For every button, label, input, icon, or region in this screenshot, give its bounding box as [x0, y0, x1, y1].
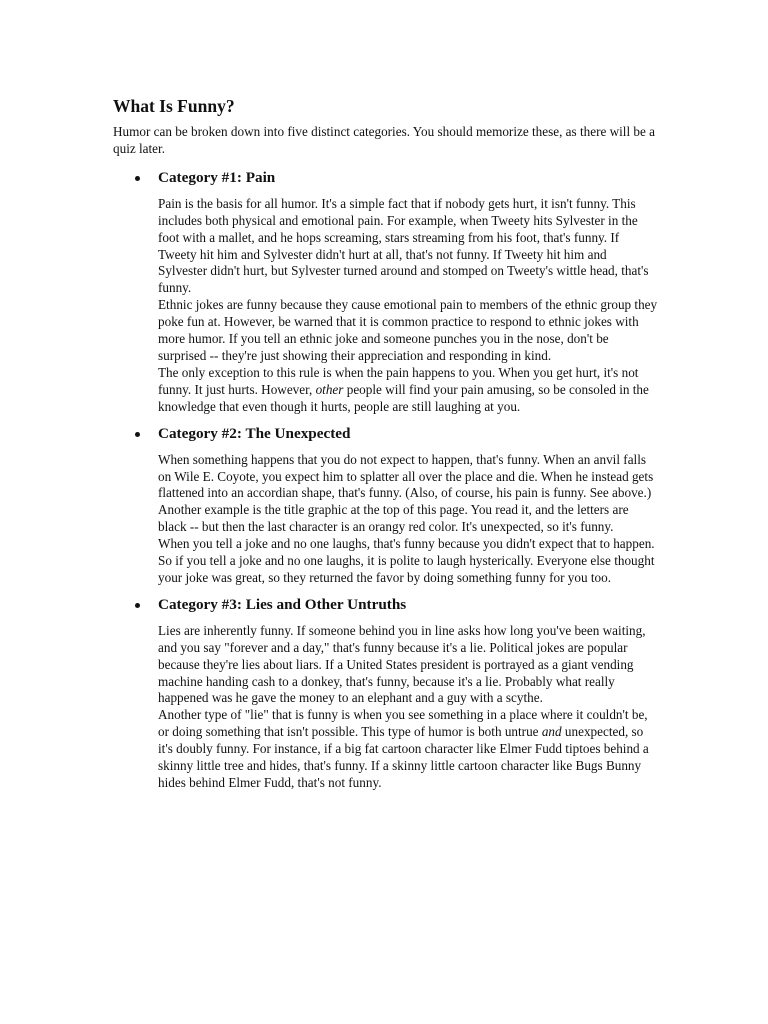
category-heading: Category #3: Lies and Other Untruths	[158, 595, 407, 613]
category-heading: Category #1: Pain	[158, 168, 276, 186]
paragraph-text: The only exception to this rule is when the pain happens to you. When you get hurt, it's not funny. It just hurts. However,	[158, 364, 639, 397]
page-title: What Is Funny?	[113, 96, 235, 116]
category-paragraph: Lies are inherently funny. If someone behind you in line asks how long you've been waiting, and you say "forever and a day," that's funny because it's a lie. Political jokes are popular because they're lies about liars. If a United States president is portrayed as a giant vending machine handing cash to a donkey, that's funny, because it's a lie. Probably what really happened was he gave the money to an elephant and a guy with a scythe.	[158, 622, 646, 706]
category-paragraph: Ethnic jokes are funny because they cause emotional pain to members of the ethnic group they poke fun at. However, be warned that it is common practice to respond to ethnic jokes with more humor. If you tell an ethnic joke and someone punches you in the nose, don't be surprised -- they're just showing their appreciation and responding in kind.	[158, 297, 658, 363]
paragraph-text: people will find your pain amusing, so be consoled in the knowledge that even though it hurts, people are still laughing at you.	[158, 381, 649, 414]
emphasized-text: other	[315, 381, 344, 397]
category-list	[113, 168, 658, 792]
category-paragraph: Pain is the basis for all humor. It's a simple fact that if nobody gets hurt, it isn't funny. This includes both physical and emotional pain. For example, when Tweety hits Sylvester in the foot with a mallet, and he hops screaming, stars streaming from his foot, that's funny. If Tweety hit him and Sylvester didn't hurt at all, that's not funny. If Tweety hit him and Sylvester didn't hurt, but Sylvester turned around and stomped on Tweety's wittle head, that's funny.	[158, 195, 649, 296]
paragraph-text: Another type of "lie" that is funny is when you see something in a place where it couldn't be, or doing something that isn't possible. This type of humor is both untrue	[158, 707, 648, 740]
category-item-lies	[113, 595, 658, 792]
category-paragraph: When you tell a joke and no one laughs, that's funny because you didn't expect that to happen. So if you tell a joke and no one laughs, it is polite to laugh hysterically. Everyone else thought your joke was great, so they returned the favor by doing something funny for you too.	[158, 536, 655, 585]
category-heading: Category #2: The Unexpected	[158, 424, 351, 442]
category-paragraph	[158, 365, 658, 416]
bullet-icon	[135, 432, 140, 437]
paragraph-text: unexpected, so it's doubly funny. For instance, if a big fat cartoon character like Elmer Fudd tiptoes behind a skinny little tree and hides, that's funny. If a skinny little cartoon character like Bugs Bunny hides behind Elmer Fudd, that's not funny.	[158, 724, 649, 790]
emphasized-text: and	[541, 724, 562, 740]
bullet-icon	[135, 603, 140, 608]
category-paragraph	[158, 707, 658, 792]
category-item-pain	[113, 168, 658, 416]
category-item-unexpected	[113, 424, 658, 587]
intro-paragraph: Humor can be broken down into five distinct categories. You should memorize these, as there will be a quiz later.	[113, 124, 656, 156]
bullet-icon	[135, 176, 140, 181]
category-paragraph: When something happens that you do not expect to happen, that's funny. When an anvil falls on Wile E. Coyote, you expect him to splatter all over the place and die. When he instead gets flattened into an accordian shape, that's funny. (Also, of course, his pain is funny. See above.) Another example is the title graphic at the top of this page. You read it, and the letters are black -- but then the last character is an orangy red color. It's unexpected, so it's funny.	[158, 451, 654, 535]
